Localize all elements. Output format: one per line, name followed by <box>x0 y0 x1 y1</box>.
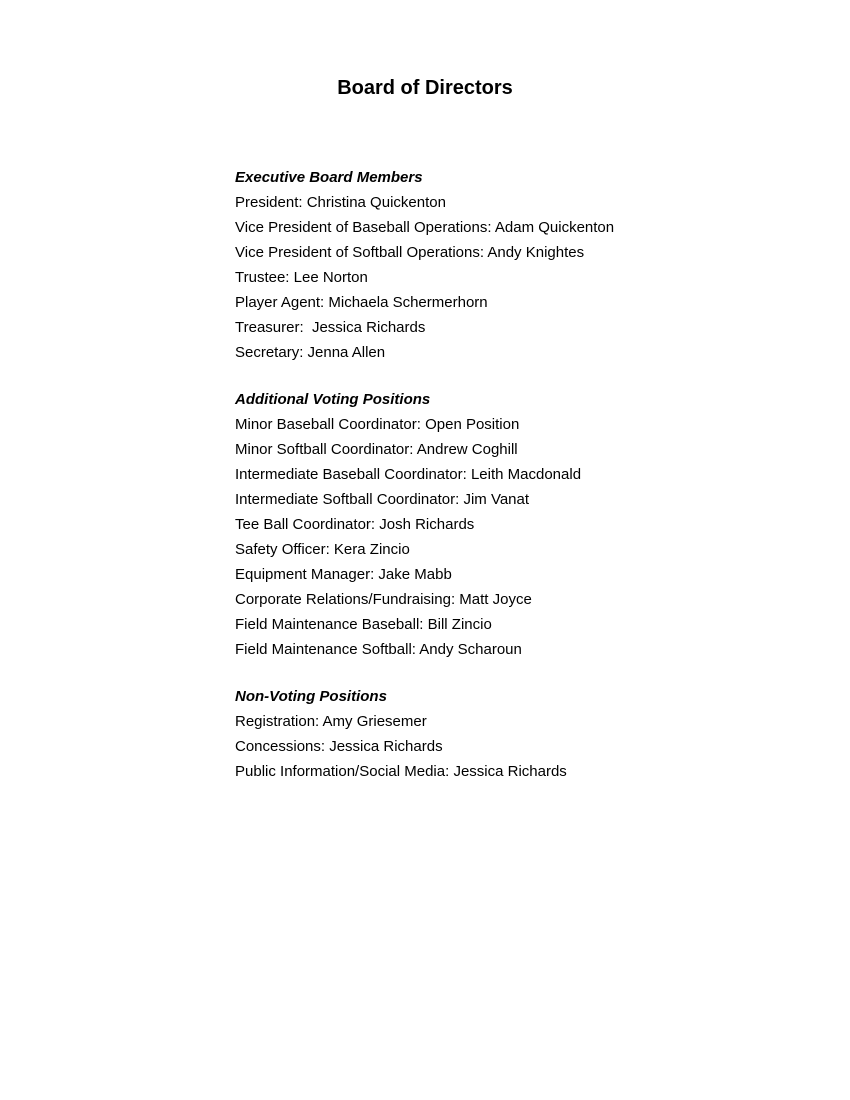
board-position-line: Secretary: Jenna Allen <box>235 344 386 361</box>
section-heading: Executive Board Members <box>235 169 423 186</box>
board-position-line: Public Information/Social Media: Jessica Richards <box>235 763 567 780</box>
section-non-voting-positions <box>235 684 850 784</box>
board-position-line: Field Maintenance Softball: Andy Scharoun <box>235 641 522 658</box>
section-additional-voting-positions <box>235 387 850 662</box>
section-heading: Non-Voting Positions <box>235 688 387 705</box>
board-position-line: Concessions: Jessica Richards <box>235 738 443 755</box>
board-position-line: Field Maintenance Baseball: Bill Zincio <box>235 616 492 633</box>
board-position-line: Corporate Relations/Fundraising: Matt Joyce <box>235 591 532 608</box>
board-position-line: Minor Softball Coordinator: Andrew Coghill <box>235 441 518 458</box>
board-position-line: Treasurer: Jessica Richards <box>235 319 426 336</box>
board-position-line: Minor Baseball Coordinator: Open Position <box>235 416 520 433</box>
board-position-line: Tee Ball Coordinator: Josh Richards <box>235 516 475 533</box>
document-body <box>235 165 850 784</box>
board-position-line: Vice President of Baseball Operations: Adam Quickenton <box>235 219 615 236</box>
board-position-line: Safety Officer: Kera Zincio <box>235 541 410 558</box>
section-executive-board-members <box>235 165 850 365</box>
board-position-line: Intermediate Softball Coordinator: Jim Vanat <box>235 491 530 508</box>
board-position-line: Registration: Amy Griesemer <box>235 713 427 730</box>
board-position-line: Vice President of Softball Operations: Andy Knightes <box>235 244 585 261</box>
board-position-line: Trustee: Lee Norton <box>235 269 368 286</box>
section-heading: Additional Voting Positions <box>235 391 431 408</box>
document-title: Board of Directors <box>337 77 513 99</box>
board-position-line: Equipment Manager: Jake Mabb <box>235 566 452 583</box>
board-position-line: Player Agent: Michaela Schermerhorn <box>235 294 488 311</box>
board-position-line: Intermediate Baseball Coordinator: Leith Macdonald <box>235 466 582 483</box>
board-position-line: President: Christina Quickenton <box>235 194 446 211</box>
